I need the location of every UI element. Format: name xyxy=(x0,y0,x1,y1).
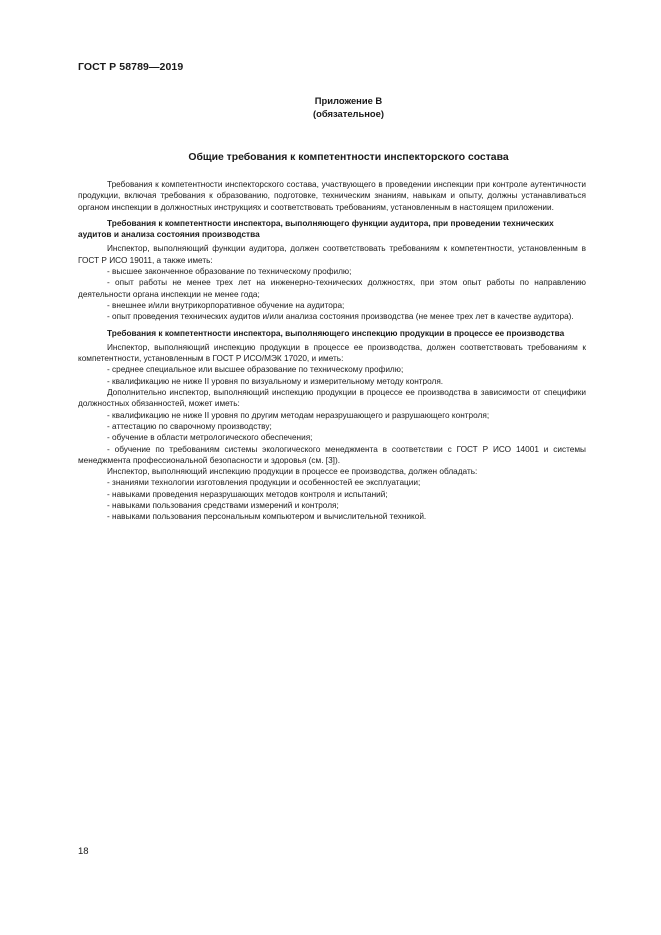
appendix-status: (обязательное) xyxy=(313,107,384,119)
document-body xyxy=(78,179,586,523)
list-item: - среднее специальное или высшее образование по техническому профилю; xyxy=(107,365,404,375)
section-lead: Инспектор, выполняющий функции аудитора, должен соответствовать требованиям к компетентности, установленным в ГОСТ Р ИСО 19011, а также иметь: xyxy=(78,244,586,265)
list-item: - внешнее и/или внутрикорпоративное обучение на аудитора; xyxy=(107,300,345,310)
list-item: - квалификацию не ниже II уровня по визуальному и измерительному методу контроля. xyxy=(107,376,444,386)
list-item: - обучение в области метрологического обеспечения; xyxy=(107,433,313,443)
appendix-title: Приложение В xyxy=(314,95,383,106)
list-item: - квалификацию не ниже II уровня по другим методам неразрушающего и разрушающего контроля; xyxy=(107,410,490,420)
list-item: - навыками проведения неразрушающих методов контроля и испытаний; xyxy=(107,489,388,499)
list-item: - навыками пользования персональным компьютером и вычислительной техникой. xyxy=(107,512,427,522)
list-item: - опыт проведения технических аудитов и/или анализа состояния производства (не менее трех лет в качестве аудитора). xyxy=(107,312,574,322)
list-item: - навыками пользования средствами измерений и контроля; xyxy=(107,501,339,511)
page-title: Общие требования к компетентности инспекторского состава xyxy=(188,152,509,163)
standard-header: ГОСТ Р 58789—2019 xyxy=(78,61,184,73)
section-heading-production-inspector: Требования к компетентности инспектора, выполняющего инспекцию продукции в процессе ее производства xyxy=(107,327,565,338)
section-heading-auditor: Требования к компетентности инспектора, выполняющего функции аудитора, при проведении технических аудитов и анализа состояния производства xyxy=(78,217,554,240)
intro-paragraph: Требования к компетентности инспекторского состава, участвующего в проведении инспекции при контроле аутентичности продукции, включая требования к образованию, подготовке, техническим знаниям, навыкам и опыту, должны устанавливаться органом инспекции в должностных инструкциях и соответствовать требованиям, установленным в настоящем приложении. xyxy=(78,180,586,212)
skills-lead: Инспектор, выполняющий инспекцию продукции в процессе ее производства, должен обладать: xyxy=(107,467,478,477)
list-item: - обучение по требованиям системы экологического менеджмента в соответствии с ГОСТ Р ИСО 14001 и системы менеджмента профессиональной безопасности и здоровья (см. [3]). xyxy=(78,444,586,465)
page-number: 18 xyxy=(78,846,89,857)
list-item: - высшее законченное образование по техническому профилю; xyxy=(107,267,352,277)
additional-lead: Дополнительно инспектор, выполняющий инспекцию продукции в процессе ее производства в зависимости от специфики должностных обязанностей, может иметь: xyxy=(78,388,586,409)
list-item: - знаниями технологии изготовления продукции и особенностей ее эксплуатации; xyxy=(107,478,421,488)
appendix-block xyxy=(0,95,661,120)
section-lead: Инспектор, выполняющий инспекцию продукции в процессе ее производства, должен соответствовать требованиям к компетентности, установленным в ГОСТ Р ИСО/МЭК 17020, и иметь: xyxy=(78,342,586,364)
list-item: - аттестацию по сварочному производству; xyxy=(107,421,272,431)
list-item: - опыт работы не менее трех лет на инженерно-технических должностях, при этом опыт работы по направлению деятельности органа инспекции не менее года; xyxy=(78,278,586,299)
